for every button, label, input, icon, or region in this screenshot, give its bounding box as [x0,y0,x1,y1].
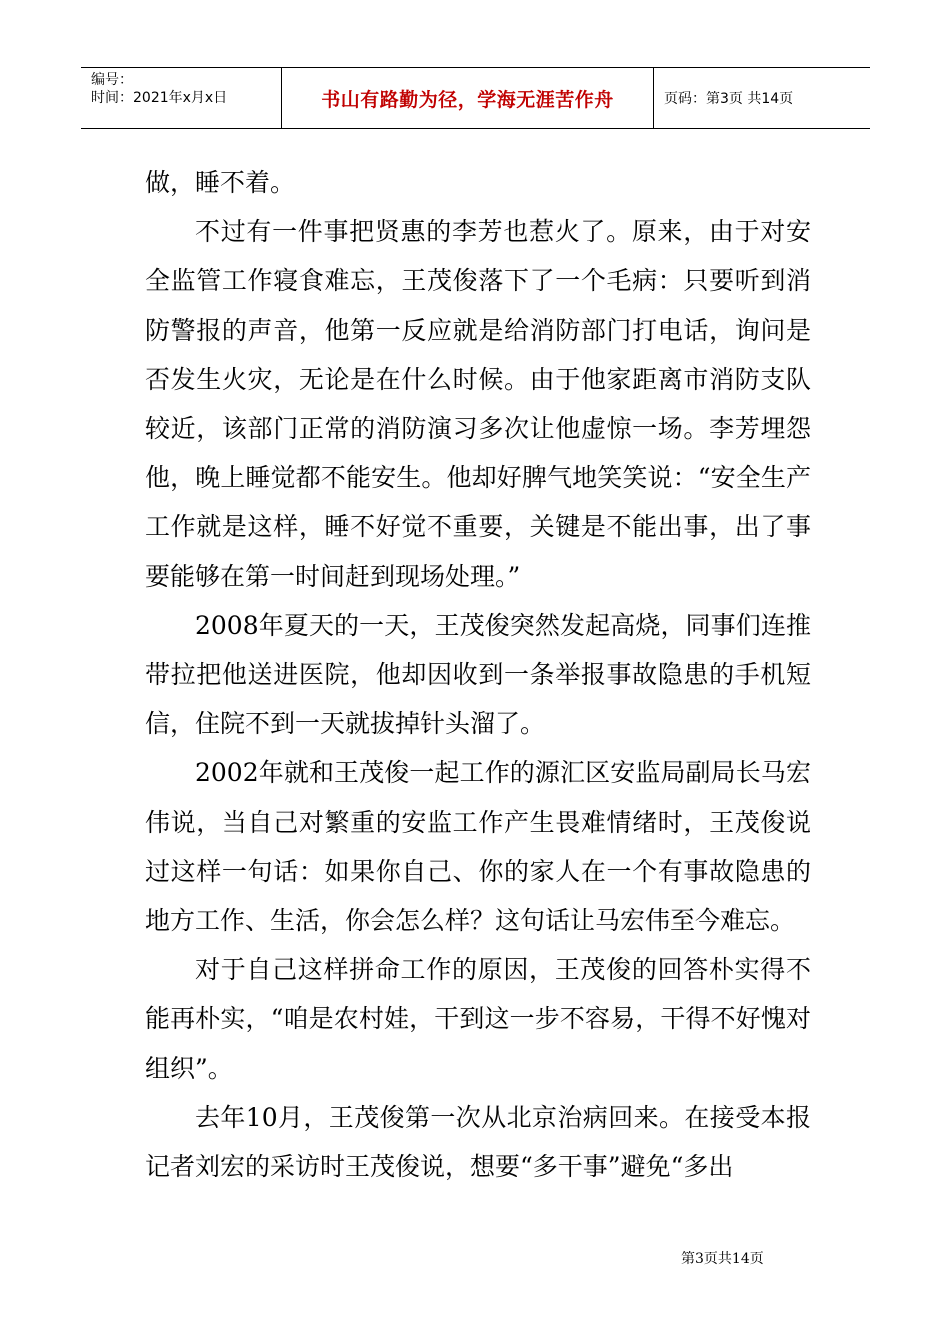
header-meta [81,68,282,128]
page-footer: 第3页共14页 [681,1251,764,1267]
document-date-label: 时间：2021年x月x日 [91,90,228,106]
body-paragraph: 去年10月，王茂俊第一次从北京治病回来。在接受本报记者刘宏的采访时王茂俊说，想要“多干事”避免“多出 [145,1102,811,1182]
header-motto: 书山有路勤为径，学海无涯苦作舟 [282,68,654,128]
body-paragraph: 对于自己这样拼命工作的原因，王茂俊的回答朴实得不能再朴实，“咱是农村娃，干到这一步不容易，干得不好愧对组织”。 [145,955,811,1083]
document-body [145,158,811,1191]
body-paragraph: 2008年夏天的一天，王茂俊突然发起高烧，同事们连推带拉把他送进医院，他却因收到一条举报事故隐患的手机短信，住院不到一天就拔掉针头溜了。 [145,610,811,739]
body-paragraph: 不过有一件事把贤惠的李芳也惹火了。原来，由于对安全监管工作寝食难忘，王茂俊落下了一个毛病：只要听到消防警报的声音，他第一反应就是给消防部门打电话，询问是否发生火灾，无论是在什么时候。由于他家距离市消防支队较近，该部门正常的消防演习多次让他虚惊一场。李芳埋怨他，晚上睡觉都不能安生。他却好脾气地笑笑说：“安全生产工作就是这样，睡不好觉不重要，关键是不能出事，出了事要能够在第一时间赶到现场处理。” [145,217,811,591]
body-paragraph: 2002年就和王茂俊一起工作的源汇区安监局副局长马宏伟说，当自己对繁重的安监工作产生畏难情绪时，王茂俊说过这样一句话：如果你自己、你的家人在一个有事故隐患的地方工作、生活，你会怎么样？这句话让马宏伟至今难忘。 [145,758,811,936]
body-paragraph: 做，睡不着。 [145,168,296,197]
header-page-code: 页码：第3页 共14页 [664,91,794,107]
document-number-label: 编号： [91,72,133,88]
page-header [81,67,870,129]
